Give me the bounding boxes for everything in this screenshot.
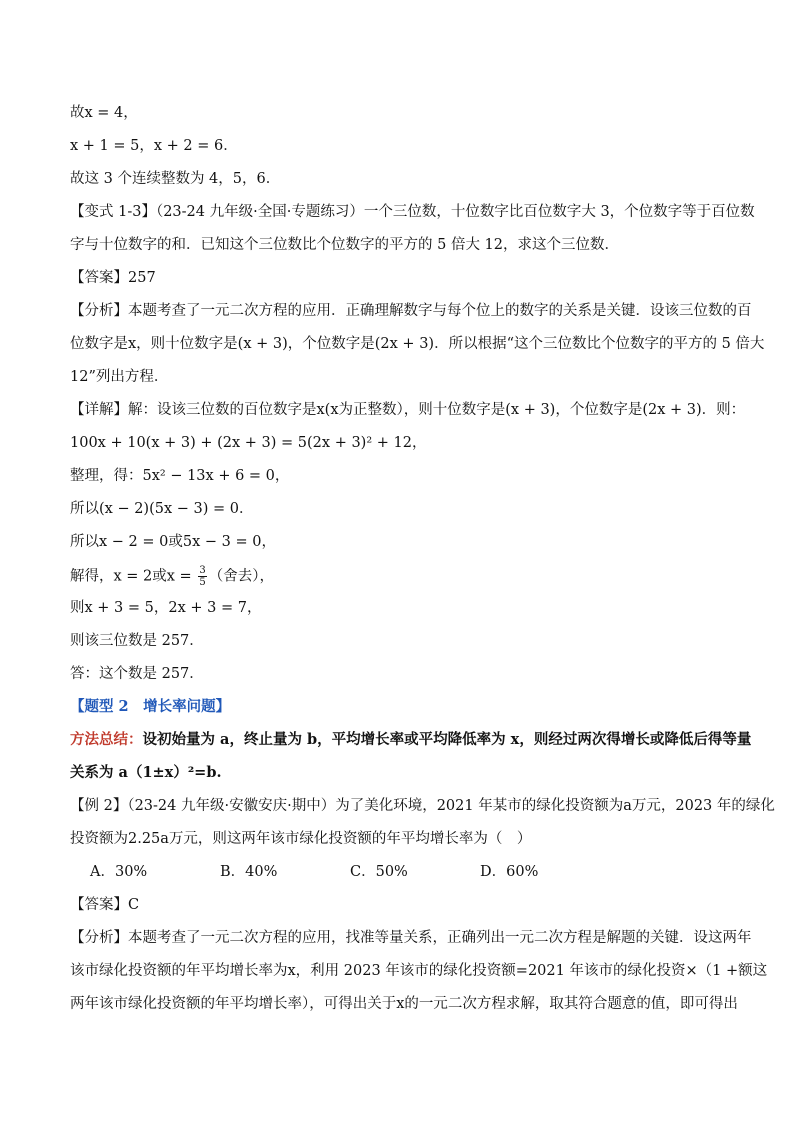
equation-line: 所以(x − 2)(5x − 3) = 0． xyxy=(70,501,254,517)
options-row xyxy=(90,862,760,882)
fraction-denominator: 5 xyxy=(199,577,206,588)
analysis-line: 12”列出方程． xyxy=(70,369,169,385)
text-line: 故x = 4， xyxy=(70,105,138,121)
method-label: 方法总结： xyxy=(70,731,143,748)
solution-prefix: 解得，x = 2或x = xyxy=(70,568,197,585)
variant-question-line: 字与十位数字的和．已知这个三位数比个位数字的平方的 5 倍大 12，求这个三位数． xyxy=(70,237,620,253)
section-title: 【题型 2 增长率问题】 xyxy=(70,698,231,715)
equation-line: 整理，得：5x² − 13x + 6 = 0， xyxy=(70,468,290,484)
final-answer-line: 答：这个数是 257． xyxy=(70,666,204,682)
text-line: x + 1 = 5，x + 2 = 6． xyxy=(70,138,238,154)
option-c: C．50% xyxy=(350,864,408,880)
analysis-line: 【分析】本题考查了一元二次方程的应用．正确理解数字与每个位上的数字的关系是关键．设该三位数的百 xyxy=(70,303,752,319)
analysis-line: 位数字是x，则十位数字是(x + 3)，个位数字是(2x + 3)．所以根据“这个三位数比个位数字的平方的 5 倍大 xyxy=(70,336,765,352)
answer-line: 【答案】C xyxy=(70,897,140,913)
option-a: A．30% xyxy=(90,864,148,880)
equation-line: 100x + 10(x + 3) + (2x + 3) = 5(2x + 3)² + 12， xyxy=(70,435,427,451)
option-d: D．60% xyxy=(480,864,539,880)
analysis-line: 【分析】本题考查了一元二次方程的应用，找准等量关系，正确列出一元二次方程是解题的关键．设这两年 xyxy=(70,930,752,946)
solution-suffix: （舍去）， xyxy=(208,568,274,585)
method-text: 设初始量为 a，终止量为 b，平均增长率或平均降低率为 x，则经过两次得增长或降低后得等量 xyxy=(142,731,752,748)
method-summary-line xyxy=(70,730,752,750)
solution-line xyxy=(70,565,740,588)
example-question-line: 【例 2】（23-24 九年级·安徽安庆·期中）为了美化环境，2021 年某市的绿化投资额为a万元，2023 年的绿化 xyxy=(70,798,775,814)
variant-question-line: 【变式 1-3】（23-24 九年级·全国·专题练习）一个三位数，十位数字比百位数字大 3，个位数字等于百位数 xyxy=(70,204,755,220)
equation-line: 则x + 3 = 5，2x + 3 = 7， xyxy=(70,600,262,616)
answer-line: 【答案】257 xyxy=(70,270,156,286)
example-question-line: 投资额为2.25a万元，则这两年该市绿化投资额的年平均增长率为（ ） xyxy=(70,831,532,847)
equation-line: 所以x − 2 = 0或5x − 3 = 0， xyxy=(70,534,276,550)
fraction-numerator: 3 xyxy=(199,565,206,576)
detail-line: 【详解】解：设该三位数的百位数字是x(x为正整数），则十位数字是(x + 3)，个位数字是(2x + 3)．则： xyxy=(70,402,746,418)
analysis-line: 两年该市绿化投资额的年平均增长率），可得出关于x的一元二次方程求解，取其符合题意的值，即可得出 xyxy=(70,996,738,1012)
fraction xyxy=(198,565,206,588)
text-line: 故这 3 个连续整数为 4，5，6． xyxy=(70,171,281,187)
method-summary-line: 关系为 a（1±x）²=b. xyxy=(70,764,222,781)
option-b: B．40% xyxy=(220,864,278,880)
analysis-line: 该市绿化投资额的年平均增长率为x，利用 2023 年该市的绿化投资额=2021 年该市的绿化投资×（1 +额这 xyxy=(70,963,768,979)
text-line: 则该三位数是 257． xyxy=(70,633,204,649)
